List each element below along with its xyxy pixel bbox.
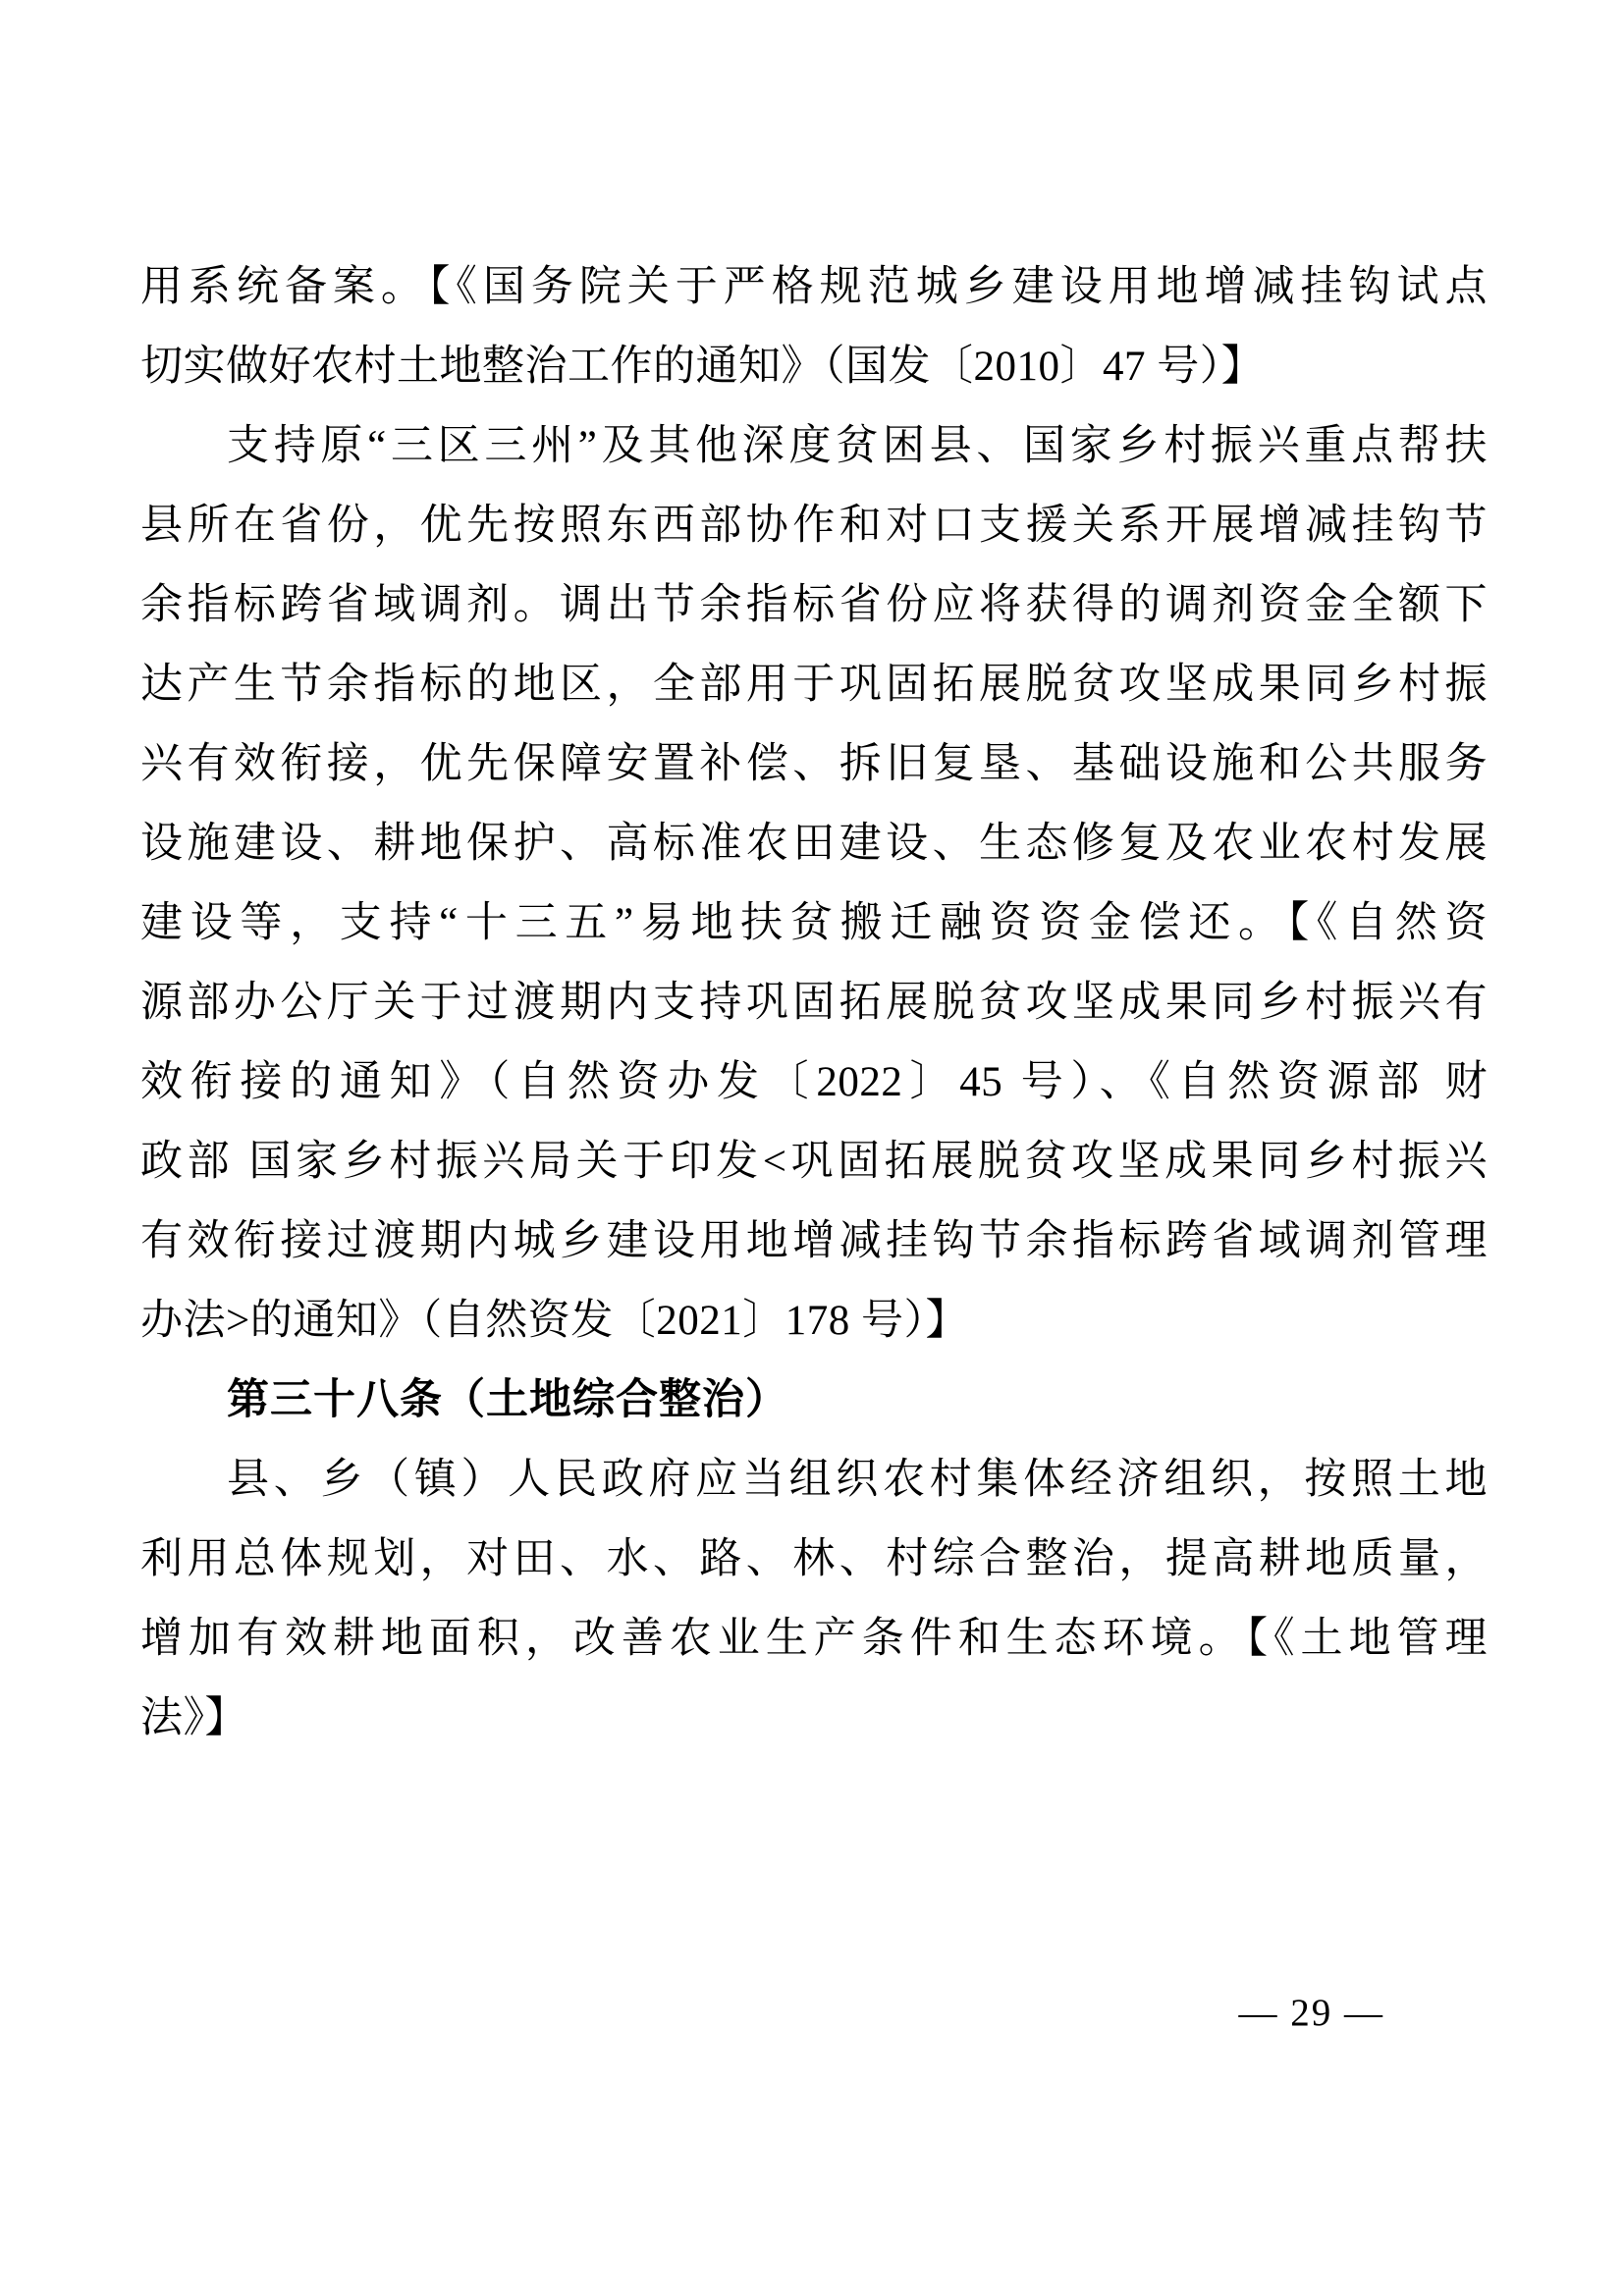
text-line: 达产生节余指标的地区，全部用于巩固拓展脱贫攻坚成果同乡村振	[140, 662, 1488, 708]
text-line: 支持原“三区三州”及其他深度贫困县、国家乡村振兴重点帮扶	[227, 423, 1488, 469]
article-38-heading: 第三十八条（土地综合整治）	[227, 1376, 788, 1423]
page-number: — 29 —	[1238, 1992, 1384, 2034]
text-line: 县所在省份，优先按照东西部协作和对口支援关系开展增减挂钩节	[140, 503, 1488, 549]
text-line: 有效衔接过渡期内城乡建设用地增减挂钩节余指标跨省域调剂管理	[140, 1218, 1488, 1264]
text-line: 用系统备案。【《国务院关于严格规范城乡建设用地增减挂钩试点	[140, 264, 1488, 310]
text-line: 增加有效耕地面积，改善农业生产条件和生态环境。【《土地管理	[140, 1616, 1488, 1662]
text-line: 余指标跨省域调剂。调出节余指标省份应将获得的调剂资金全额下	[140, 582, 1488, 628]
document-text-block	[140, 247, 1488, 1758]
text-line: 法》】	[140, 1695, 247, 1741]
text-line: 源部办公厅关于过渡期内支持巩固拓展脱贫攻坚成果同乡村振兴有	[140, 980, 1488, 1026]
text-line: 建设等，支持“十三五”易地扶贫搬迁融资资金偿还。【《自然资	[140, 900, 1488, 946]
text-line: 办法>的通知》（自然资发〔2021〕178 号）】	[140, 1298, 969, 1344]
text-line: 利用总体规划，对田、水、路、林、村综合整治，提高耕地质量，	[140, 1536, 1488, 1582]
text-line: 设施建设、耕地保护、高标准农田建设、生态修复及农业农村发展	[140, 821, 1488, 867]
text-line: 效衔接的通知》（自然资办发〔2022〕45 号）、《自然资源部 财	[140, 1059, 1488, 1105]
text-line: 政部 国家乡村振兴局关于印发<巩固拓展脱贫攻坚成果同乡村振兴	[140, 1139, 1488, 1185]
text-line: 县、乡（镇）人民政府应当组织农村集体经济组织，按照土地	[227, 1457, 1488, 1503]
text-line: 兴有效衔接，优先保障安置补偿、拆旧复垦、基础设施和公共服务	[140, 741, 1488, 787]
text-line: 切实做好农村土地整治工作的通知》（国发〔2010〕47 号）】	[140, 344, 1265, 390]
